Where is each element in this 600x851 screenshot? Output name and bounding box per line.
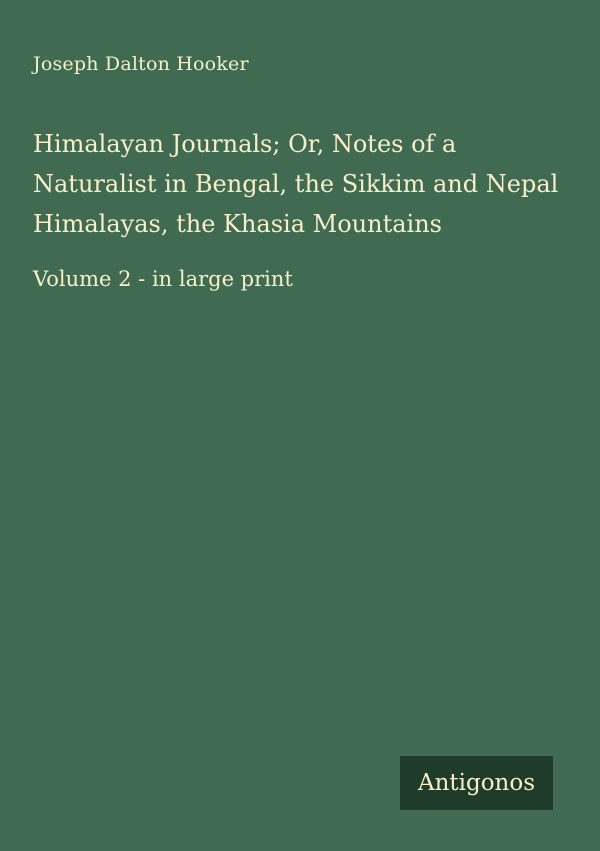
publisher-logo: Antigonos (400, 756, 553, 810)
volume-subtitle: Volume 2 - in large print (33, 267, 293, 291)
book-title: Himalayan Journals; Or, Notes of a Naturalist in Bengal, the Sikkim and Nepal Himalayas, the Khasia Mountains (33, 130, 559, 238)
author-name: Joseph Dalton Hooker (33, 53, 249, 75)
